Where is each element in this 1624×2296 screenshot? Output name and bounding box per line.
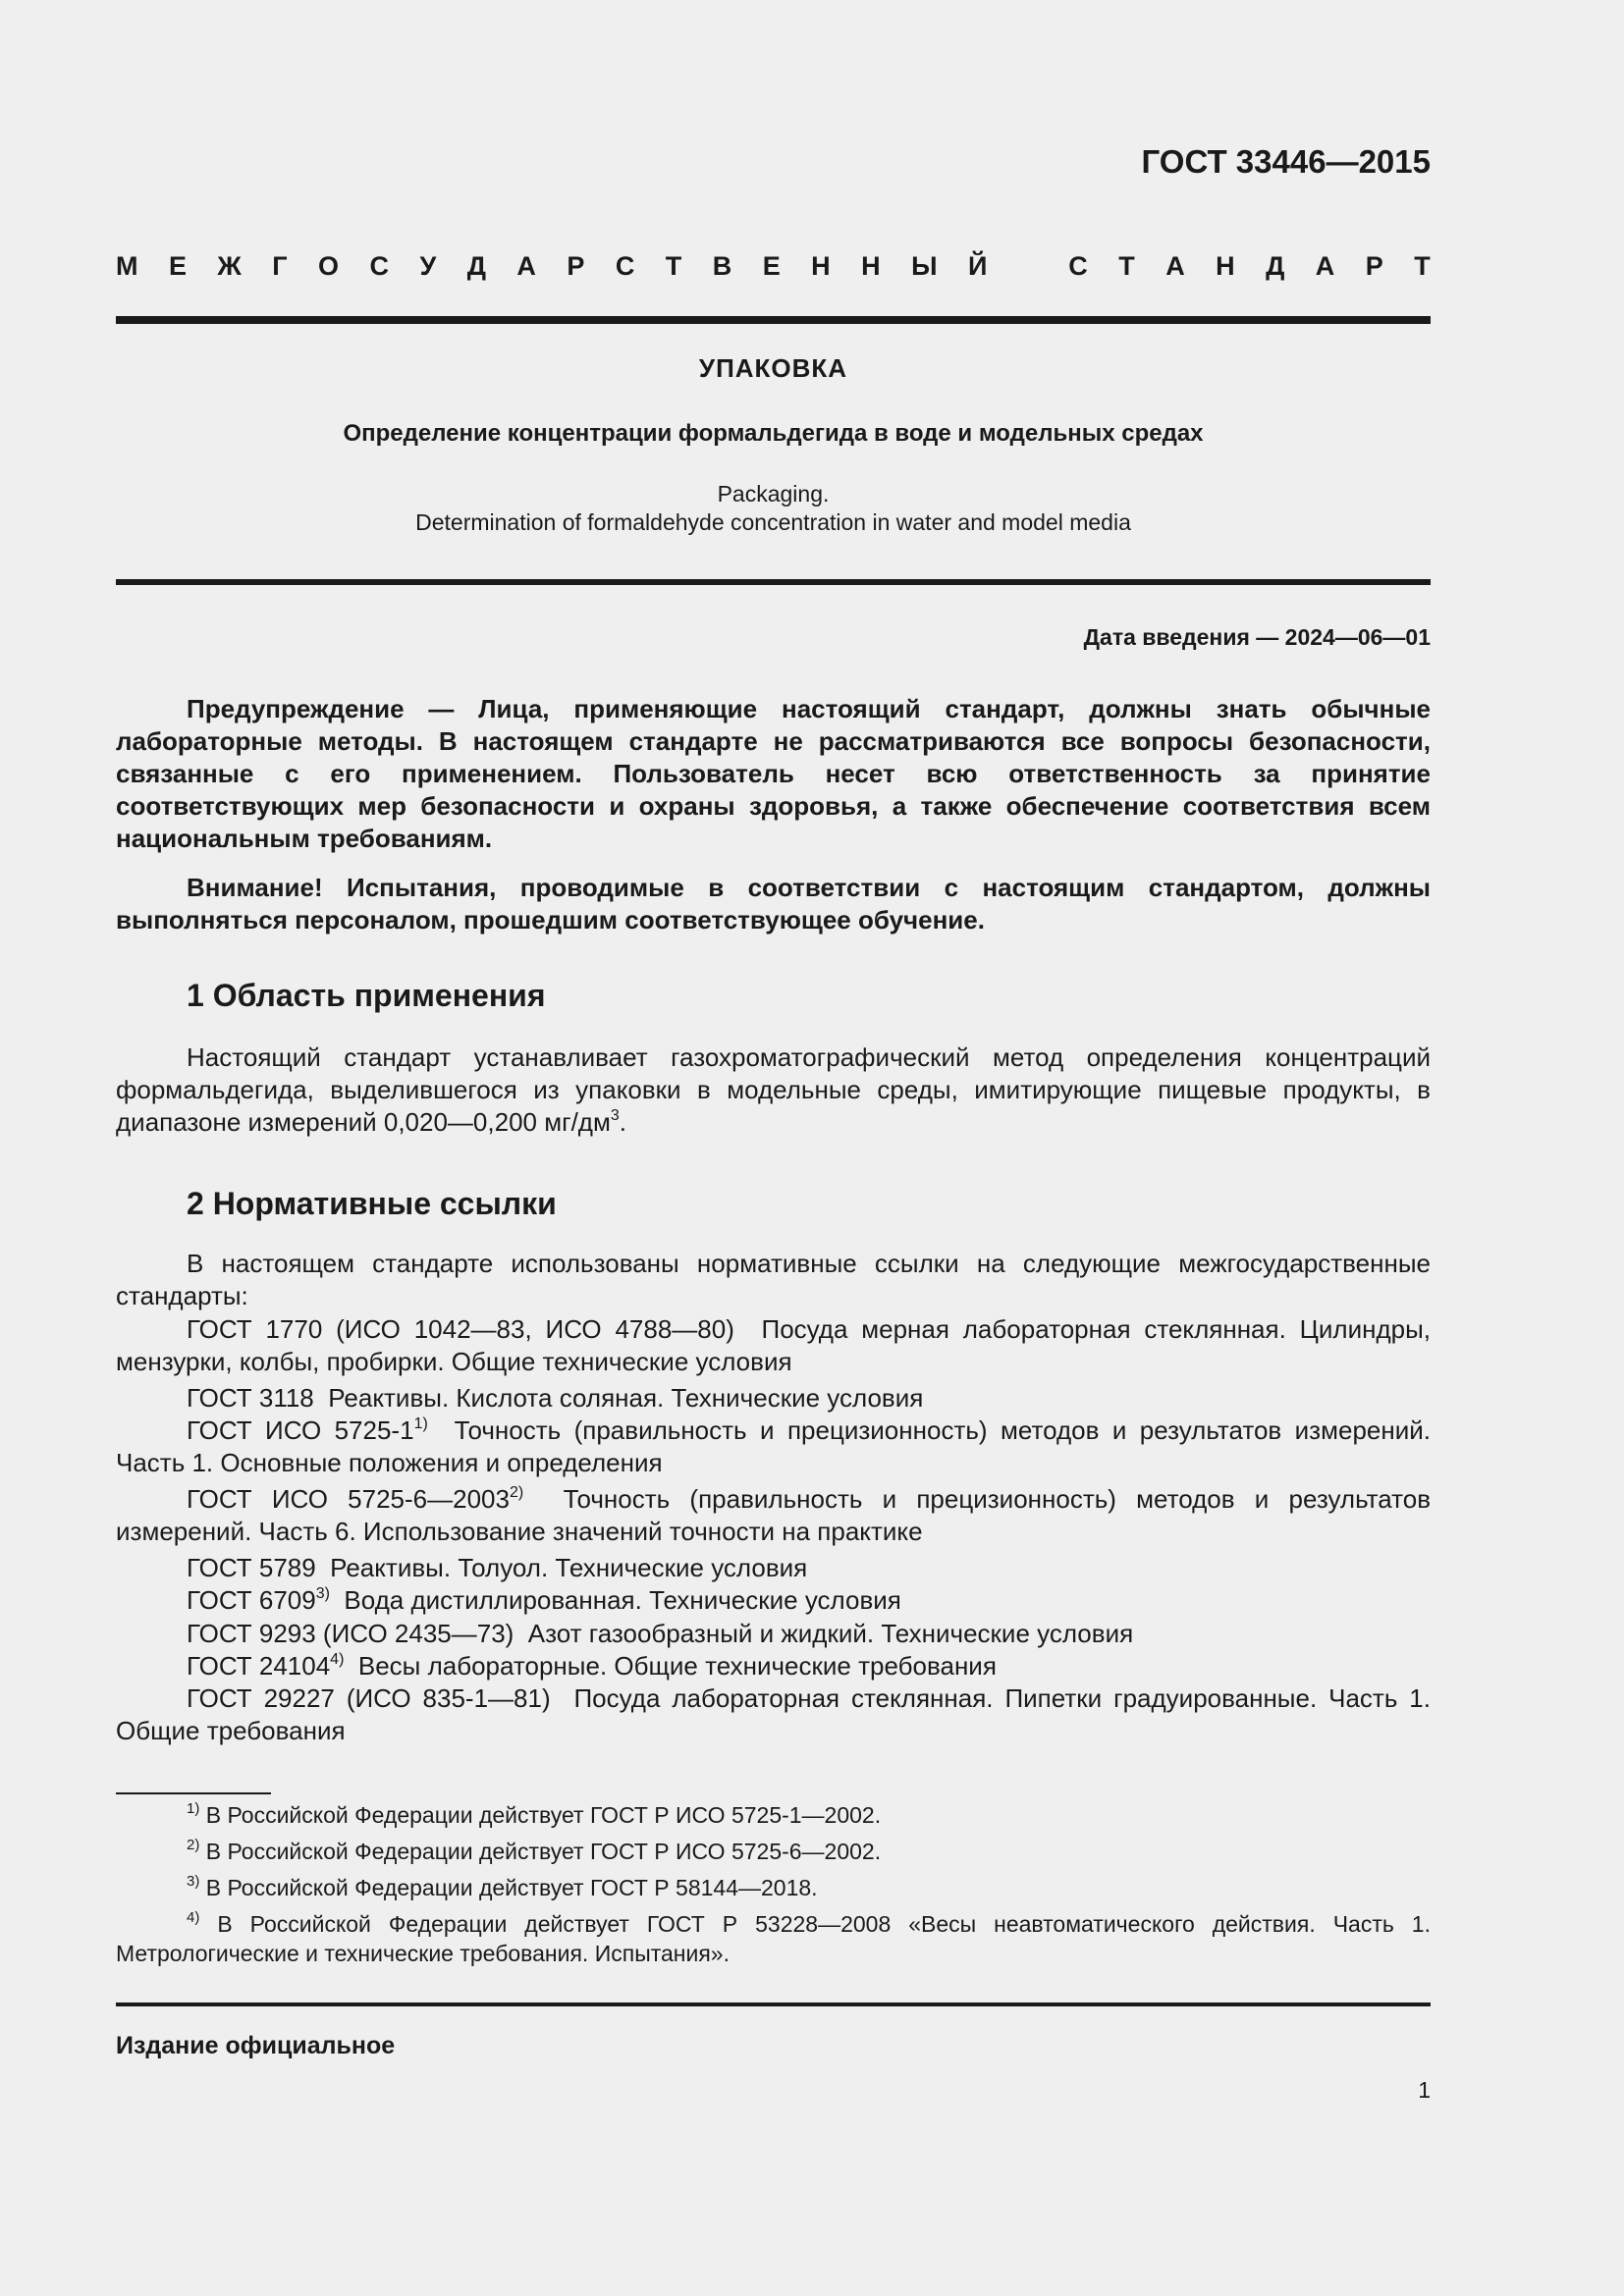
heading-letter: Д: [1266, 251, 1285, 281]
section-1-superscript: 3: [610, 1107, 620, 1124]
page-number: 1: [1418, 2077, 1431, 2103]
reference-footnote-mark: 2): [509, 1484, 524, 1501]
footnote: [116, 1837, 1431, 1866]
title-rule: [116, 579, 1431, 585]
section-1-end: .: [619, 1107, 626, 1137]
reference-title: Вода дистиллированная. Технические условия: [329, 1585, 901, 1615]
reference-title: Реактивы. Толуол. Технические условия: [315, 1553, 808, 1582]
reference-item: [116, 1483, 1431, 1548]
reference-title: Весы лабораторные. Общие технические требования: [344, 1651, 997, 1681]
footnote: [116, 1873, 1431, 1902]
heading-letter: С: [1068, 251, 1088, 281]
heading-letter: Ж: [217, 251, 242, 281]
title-english-line1: Packaging.: [717, 481, 830, 507]
heading-letter: С: [369, 251, 390, 281]
reference-item: [116, 1552, 1431, 1584]
heading-letter: Т: [665, 251, 682, 281]
section-2-heading: 2 Нормативные ссылки: [187, 1186, 557, 1221]
reference-title: Азот газообразный и жидкий. Технические условия: [514, 1619, 1134, 1648]
reference-item: [116, 1313, 1431, 1378]
heading-letter: А: [1165, 251, 1185, 281]
reference-item: [116, 1650, 1431, 1682]
heading-letter: Г: [272, 251, 288, 281]
heading-letter: А: [1315, 251, 1335, 281]
footnote-text: В Российской Федерации действует ГОСТ Р ИСО 5725-6—2002.: [199, 1839, 882, 1864]
heading-letter: О: [318, 251, 340, 281]
interstate-standard-heading: [116, 251, 1431, 282]
footnote-mark: 1): [187, 1800, 200, 1817]
reference-footnote-mark: 1): [413, 1415, 428, 1432]
attention-paragraph: Внимание! Испытания, проводимые в соответствии с настоящим стандартом, должны выполняться персоналом, прошедшим соответствующее обучение.: [116, 873, 1431, 934]
reference-code: ГОСТ 3118: [187, 1383, 314, 1413]
heading-letter: Т: [1118, 251, 1135, 281]
reference-item: [116, 1382, 1431, 1415]
footnote-mark: 4): [187, 1909, 200, 1926]
heading-letter: Н: [811, 251, 831, 281]
reference-title: Реактивы. Кислота соляная. Технические условия: [313, 1383, 924, 1413]
reference-item: [116, 1682, 1431, 1747]
reference-code: ГОСТ 1770 (ИСО 1042—83, ИСО 4788—80): [187, 1314, 734, 1344]
warning-paragraph: Предупреждение — Лица, применяющие настоящий стандарт, должны знать обычные лабораторные методы. В настоящем стандарте не рассматриваются все вопросы безопасности, связанные с его применением. Пользователь несет всю ответственность за принятие соответствующих мер безопасности и охраны здоровья, а также обеспечение соответствия всем национальным требованиям.: [116, 694, 1431, 853]
reference-code: ГОСТ 9293 (ИСО 2435—73): [187, 1619, 514, 1648]
footnote-mark: 2): [187, 1837, 200, 1853]
heading-letter: В: [712, 251, 732, 281]
heading-letter: С: [615, 251, 635, 281]
footnote-rule: [116, 1792, 271, 1794]
section-1-heading: 1 Область применения: [187, 978, 546, 1013]
heading-letter: Т: [1414, 251, 1431, 281]
section-1-text: [116, 1041, 1431, 1139]
reference-code: ГОСТ 24104: [187, 1651, 331, 1681]
heading-gap: [1018, 251, 1038, 282]
heading-letter: Ы: [911, 251, 938, 281]
reference-title: Посуда мерная лабораторная стеклянная. Цилиндры, мензурки, колбы, пробирки. Общие технические условия: [116, 1314, 1431, 1376]
footnote-text: В Российской Федерации действует ГОСТ Р ИСО 5725-1—2002.: [199, 1802, 882, 1828]
official-edition-label: Издание официальное: [116, 2032, 396, 2059]
footnote: [116, 1800, 1431, 1830]
footnote-text: В Российской Федерации действует ГОСТ Р 58144—2018.: [199, 1875, 818, 1900]
heading-letter: Р: [567, 251, 585, 281]
heading-letter: Е: [168, 251, 187, 281]
title-sub: Определение концентрации формальдегида в воде и модельных средах: [343, 420, 1204, 447]
reference-footnote-mark: 3): [315, 1585, 330, 1602]
reference-title: Точность (правильность и прецизионность) методов и результатов измерений. Часть 1. Основные положения и определения: [116, 1415, 1431, 1477]
footer-rule: [116, 2002, 1431, 2006]
reference-code: ГОСТ 6709: [187, 1585, 316, 1615]
reference-footnote-mark: 4): [330, 1651, 345, 1668]
heading-letter: М: [116, 251, 138, 281]
heading-letter: Р: [1365, 251, 1383, 281]
heading-letter: Й: [967, 251, 988, 281]
reference-item: [116, 1584, 1431, 1617]
section-1-body: Настоящий стандарт устанавливает газохроматографический метод определения концентраций формальдегида, выделившегося из упаковки в модельные среды, имитирующие пищевые продукты, в диапазоне измерений 0,020—0,200 мг/дм: [116, 1042, 1431, 1137]
title-main: УПАКОВКА: [698, 353, 848, 383]
footnote-text: В Российской Федерации действует ГОСТ Р 53228—2008 «Весы неавтоматического действия. Часть 1. Метрологические и технические требования. Испытания».: [116, 1911, 1431, 1966]
section-2-intro: В настоящем стандарте использованы нормативные ссылки на следующие межгосударственные стандарты:: [116, 1249, 1431, 1310]
introduction-date: Дата введения — 2024—06—01: [1083, 624, 1431, 650]
header-rule: [116, 316, 1431, 324]
heading-letter: А: [516, 251, 536, 281]
reference-item: [116, 1618, 1431, 1650]
heading-letter: У: [419, 251, 437, 281]
footnote-mark: 3): [187, 1873, 200, 1890]
reference-title: Посуда лабораторная стеклянная. Пипетки градуированные. Часть 1. Общие требования: [116, 1683, 1431, 1745]
reference-code: ГОСТ ИСО 5725-6—2003: [187, 1484, 510, 1514]
gost-number: ГОСТ 33446—2015: [1141, 143, 1431, 180]
reference-item: [116, 1415, 1431, 1479]
reference-code: ГОСТ 5789: [187, 1553, 316, 1582]
reference-code: ГОСТ ИСО 5725-1: [187, 1415, 414, 1445]
title-english-line2: Determination of formaldehyde concentration in water and model media: [415, 509, 1131, 535]
heading-letter: Н: [1216, 251, 1235, 281]
heading-letter: Н: [861, 251, 881, 281]
footnote: [116, 1909, 1431, 1968]
heading-letter: Е: [762, 251, 781, 281]
reference-title: Точность (правильность и прецизионность) методов и результатов измерений. Часть 6. Использование значений точности на практике: [116, 1484, 1432, 1546]
heading-letter: Д: [466, 251, 486, 281]
reference-code: ГОСТ 29227 (ИСО 835-1—81): [187, 1683, 551, 1713]
